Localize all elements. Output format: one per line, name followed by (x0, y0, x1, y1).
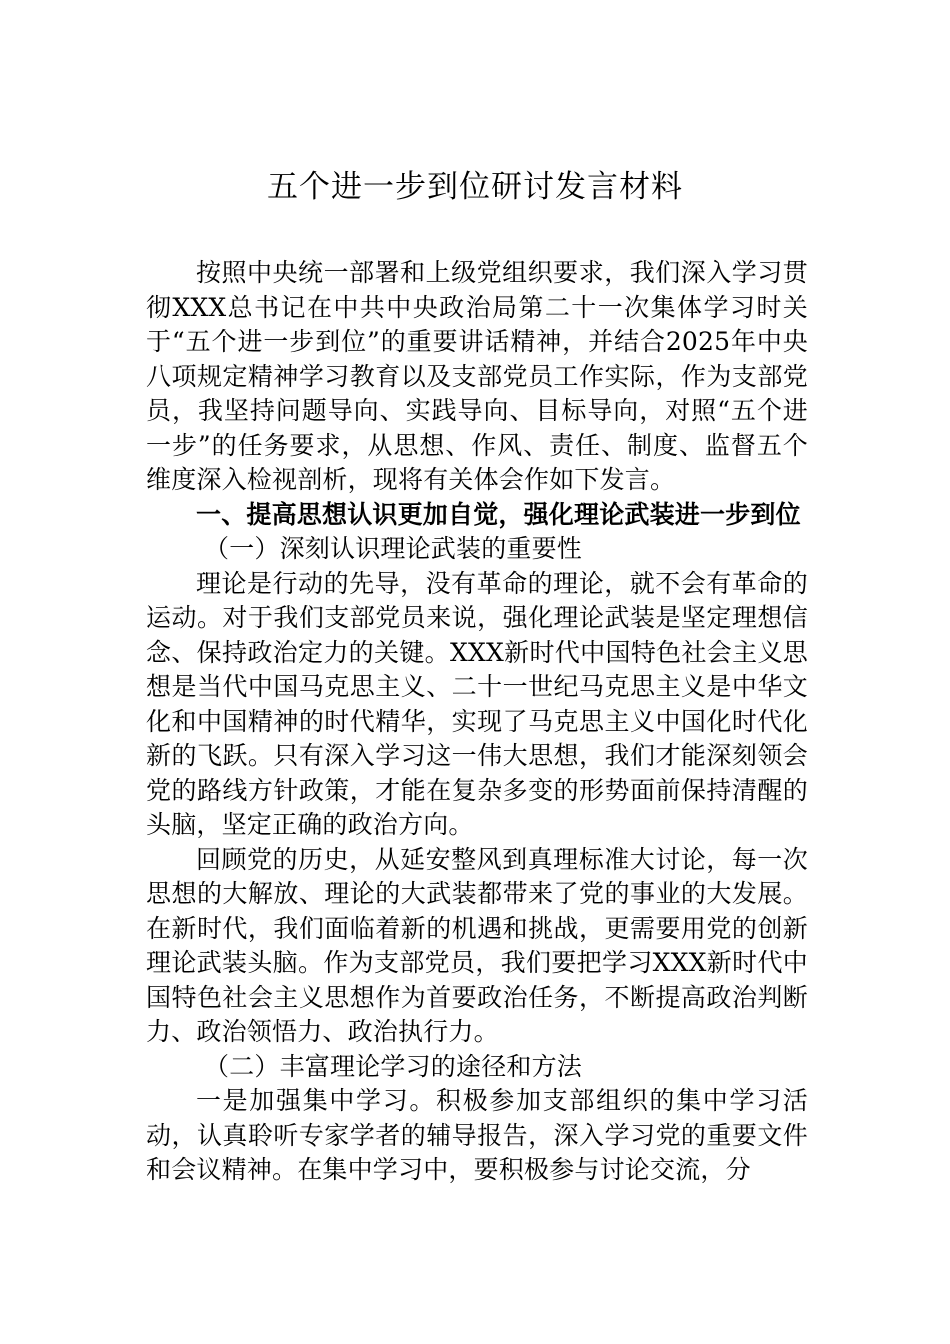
paragraph-party-history: 回顾党的历史，从延安整风到真理标准大讨论，每一次思想的大解放、理论的大武装都带来了党的事业的大发展。在新时代，我们面临着新的机遇和挑战，更需要用党的创新理论武装头脑。作为支部党员，我们要把学习XXX新时代中国特色社会主义思想作为首要政治任务，不断提高政治判断力、政治领悟力、政治执行力。 (146, 844, 808, 1046)
paragraph-collective-study: 一是加强集中学习。积极参加支部组织的集中学习活动，认真聆听专家学者的辅导报告，深入学习党的重要文件和会议精神。在集中学习中，要积极参与讨论交流，分 (146, 1086, 808, 1184)
heading-subsection-1: （一）深刻认识理论武装的重要性 (204, 534, 583, 563)
paragraph-theory-guide: 理论是行动的先导，没有革命的理论，就不会有革命的运动。对于我们支部党员来说，强化理论武装是坚定理想信念、保持政治定力的关键。XXX新时代中国特色社会主义思想是当代中国马克思主义、二十一世纪马克思主义是中华文化和中国精神的时代精华，实现了马克思主义中国化时代化新的飞跃。只有深入学习这一伟大思想，我们才能深刻领会党的路线方针政策，才能在复杂多变的形势面前保持清醒的头脑，坚定正确的政治方向。 (146, 568, 808, 839)
document-title: 五个进一步到位研讨发言材料 (267, 169, 683, 205)
heading-subsection-2: （二）丰富理论学习的途径和方法 (204, 1051, 583, 1081)
paragraph-intro: 按照中央统一部署和上级党组织要求，我们深入学习贯彻XXX总书记在中共中央政治局第二十一次集体学习时关于“五个进一步到位”的重要讲话精神，并结合2025年中央八项规定精神学习教育以及支部党员工作实际，作为支部党员，我坚持问题导向、实践导向、目标导向，对照“五个进一步”的任务要求，从思想、作风、责任、制度、监督五个维度深入检视剖析，现将有关体会作如下发言。 (146, 258, 808, 494)
heading-section-1: 一、提高思想认识更加自觉，强化理论武装进一步到位 (196, 499, 801, 529)
document-body (146, 256, 808, 1188)
